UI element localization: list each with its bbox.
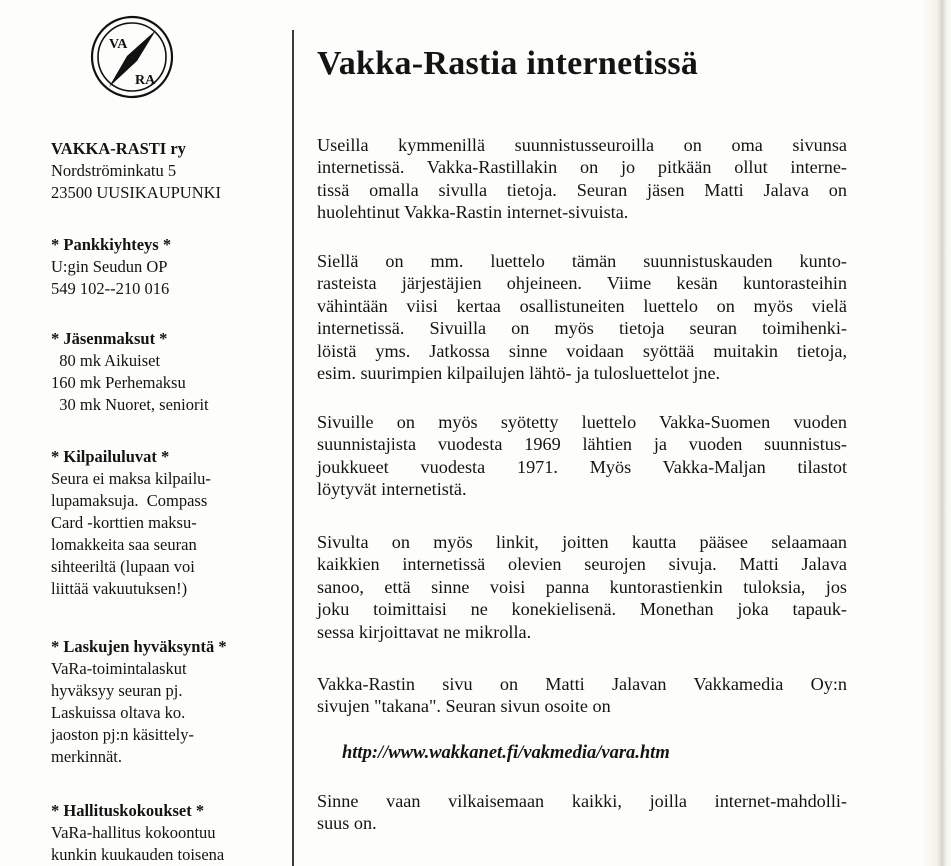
- section-line: Seura ei maksa kilpailu-: [51, 469, 211, 488]
- section-competition-licenses: [51, 446, 281, 600]
- section-bank: [51, 234, 281, 300]
- text-line: joukkueet vuodesta 1971. Myös Vakka-Maljan tilastot: [317, 456, 847, 477]
- section-line: U:gin Seudun OP: [51, 257, 168, 276]
- section-heading: * Jäsenmaksut *: [51, 329, 168, 348]
- section-line: Card -korttien maksu-: [51, 513, 197, 532]
- section-invoice-approval: [51, 636, 281, 768]
- paragraph-5: [317, 673, 847, 718]
- text-line: Vakka-Rastin sivu on Matti Jalavan Vakkamedia Oy:n: [317, 674, 847, 694]
- section-heading: * Hallituskokoukset *: [51, 801, 205, 820]
- text-line: Useilla kymmenillä suunnistusseuroilla on oma sivunsa: [317, 135, 847, 155]
- text-line: vähintään viisi kertaa osallistuneiten luettelo on myös vielä: [317, 295, 847, 316]
- section-line: 160 mk Perhemaksu: [51, 373, 186, 392]
- text-line: sivujen "takana". Seuran sivun osoite on: [317, 696, 611, 717]
- paragraph-4: [317, 531, 847, 643]
- paragraph-6: [317, 790, 847, 835]
- text-line: rasteista järjestäjien ohjeineen. Viime kesän kuntorasteihin: [317, 273, 847, 294]
- text-line: tissä omalla sivulla tietoja. Seuran jäsen Matti Jalava on: [317, 179, 847, 200]
- text-line: huolehtinut Vakka-Rastin internet-sivuista.: [317, 202, 629, 223]
- section-board-meetings: [51, 800, 281, 866]
- text-line: joku toimittaisi ne konekielisenä. Monethan joka tapauk-: [317, 599, 847, 620]
- text-line: löistä yms. Jatkossa sinne voidaan syöttää muitakin tietoja,: [317, 340, 847, 361]
- section-line: VaRa-toimintalaskut: [51, 659, 187, 678]
- text-line: suus on.: [317, 813, 377, 834]
- text-line: esim. suurimpien kilpailujen lähtö- ja tulosluettelot jne.: [317, 363, 721, 384]
- text-line: internetissä. Sivuilla on myös tietoja seuran toimihenki-: [317, 318, 847, 339]
- section-heading: * Kilpailuluvat *: [51, 447, 170, 466]
- paragraph-3: [317, 411, 847, 501]
- text-line: internetissä. Vakka-Rastillakin on jo pitkään ollut interne-: [317, 157, 847, 178]
- compass-logo-icon: [89, 14, 175, 100]
- text-line: Siellä on mm. luettelo tämän suunnistuskauden kunto-: [317, 251, 847, 271]
- section-line: sihteeriltä (lupaan voi: [51, 557, 195, 576]
- section-line: 30 mk Nuoret, seniorit: [51, 395, 209, 414]
- section-line: jaoston pj:n käsittely-: [51, 725, 194, 744]
- section-line: liittää vakuutuksen!): [51, 579, 188, 598]
- club-website-url: http://www.wakkanet.fi/vakmedia/vara.htm: [342, 743, 670, 763]
- city-address: 23500 UUSIKAUPUNKI: [51, 183, 222, 202]
- text-line: Sinne vaan vilkaisemaan kaikki, joilla internet-mahdolli-: [317, 791, 847, 811]
- article-title: Vakka-Rastia internetissä: [317, 45, 699, 82]
- section-heading: * Pankkiyhteys *: [51, 235, 172, 254]
- text-line: Sivulta on myös linkit, joitten kautta pääsee selaamaan: [317, 532, 847, 552]
- text-line: sanoo, että sinne voisi panna kuntorastienkin tuloksia, jos: [317, 576, 847, 597]
- text-line: suunnistajista vuodesta 1969 lähtien ja vuoden suunnistus-: [317, 434, 847, 455]
- section-heading: * Laskujen hyväksyntä *: [51, 637, 227, 656]
- text-line: Sivuille on myös syötetty luettelo Vakka-Suomen vuoden: [317, 412, 847, 432]
- page-edge-shadow: [921, 0, 951, 866]
- club-address: [51, 138, 281, 204]
- section-line: merkinnät.: [51, 747, 123, 766]
- street-address: Nordströminkatu 5: [51, 161, 177, 180]
- text-line: kaikkien internetissä olevien seurojen sivuja. Matti Jalava: [317, 554, 847, 575]
- section-line: VaRa-hallitus kokoontuu: [51, 823, 216, 842]
- section-line: Laskuissa oltava ko.: [51, 703, 186, 722]
- section-line: 549 102--210 016: [51, 279, 170, 298]
- paragraph-2: [317, 250, 847, 384]
- svg-text:VA: VA: [109, 37, 128, 52]
- section-line: kunkin kuukauden toisena: [51, 845, 225, 864]
- column-divider: [292, 30, 294, 866]
- section-line: lupamaksuja. Compass: [51, 491, 208, 510]
- club-name: VAKKA-RASTI ry: [51, 139, 186, 158]
- svg-text:RA: RA: [135, 73, 156, 88]
- section-line: hyväksyy seuran pj.: [51, 681, 183, 700]
- section-line: lomakkeita saa seuran: [51, 535, 197, 554]
- text-line: sessa kirjoittavat ne mikrolla.: [317, 621, 532, 642]
- text-line: löytyvät internetistä.: [317, 479, 467, 500]
- section-membership-fees: [51, 328, 281, 416]
- paragraph-1: [317, 134, 847, 224]
- section-line: 80 mk Aikuiset: [51, 351, 161, 370]
